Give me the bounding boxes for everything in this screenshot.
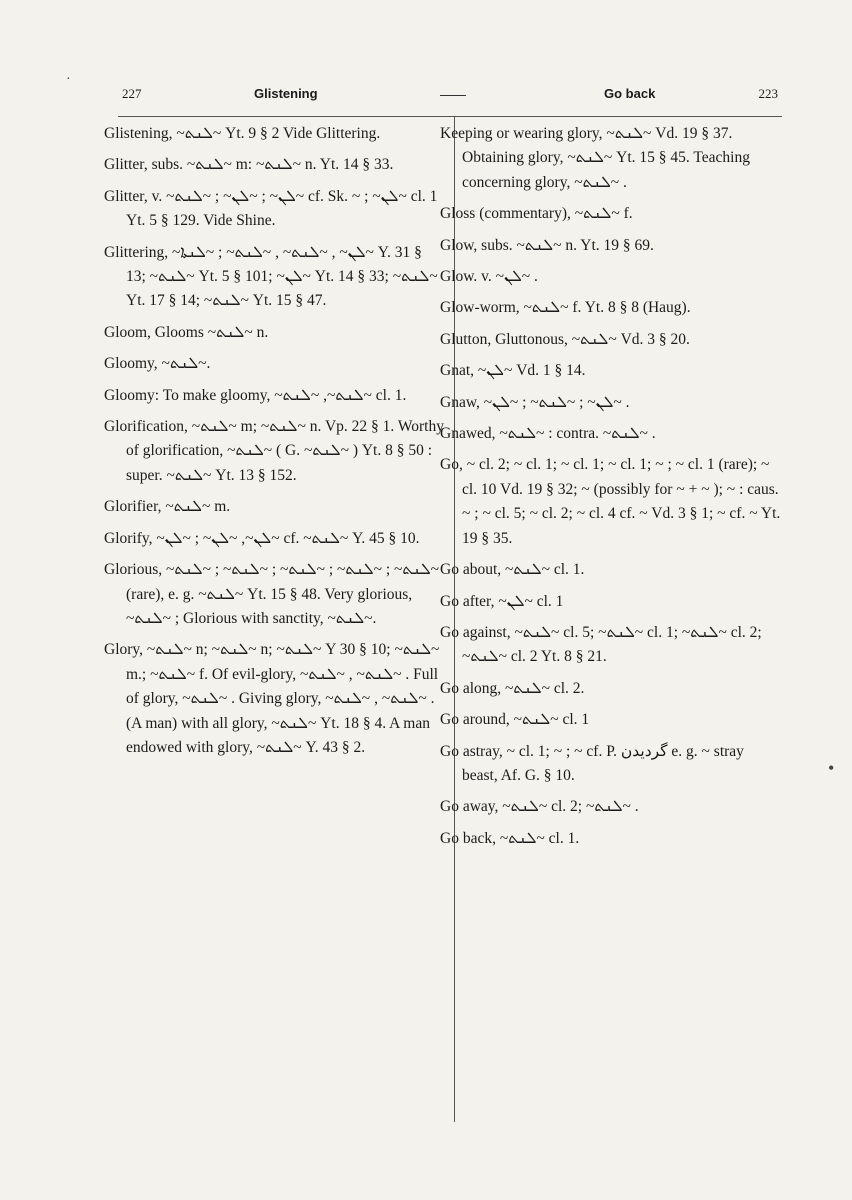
entry-gloomy-make: Gloomy: To make gloomy, ~ܠܢܬ~, ~ܠܢܬ~ cl. 1. [104,386,407,404]
entry-go-around: Go around, ~ܠܢܬ~ cl. 1 [440,711,590,729]
entry-glow-subs: Glow, subs. ~ܠܢܬ~ n. Yt. 19 § 69. [440,236,654,254]
entry-go-after: Go after, ~ܠܢ~ cl. 1 [440,592,564,610]
page-speck-mark: · [66,72,71,87]
left-column [104,122,444,767]
entry-go: Go, ~ cl. 2; ~ cl. 1; ~ cl. 1; ~ cl. 1; ~ ; ~ cl. 1 (rare); ~ cl. 10 Vd. 19 § 32; ~ (possibly for ~ + ~ ); ~ : caus. ~ ; ~ cl. 5; ~ cl. 2; ~ cl. 4 cf. ~ Vd. 3 § 1; ~ cf. ~ Yt. 19 § 35. [440,456,781,547]
right-column [440,122,782,858]
entry-go-astray: Go astray, ~ cl. 1; ~ ; ~ cf. P. گردیدن e. g. ~ stray beast, Af. G. § 10. [440,742,744,784]
entry-glittering: Glittering, ~ܠܢ~ , ~ܠܢܬ~ , ~ܠܢܬ~ ; ~ܠܢܬܐ~ Y. 31 § 13; ~ܠܢܬ~ Yt. 5 § 101; ~ܠܢ~ Yt. 14 § 33; ~ܠܢܬ~ Yt. 17 § 14; ~ܠܢܬ~ Yt. 15 § 47. [104,243,438,310]
entry-go-away: Go away, ~ܠܢܬ~ cl. 2; ~ܠܢܬ~ . [440,798,639,816]
entry-go-about: Go about, ~ܠܢܬ~ cl. 1. [440,561,585,579]
entry-glistening: Glistening, ~ܠܢܬ~ Yt. 9 § 2 Vide Glittering. [104,125,381,142]
entry-glow-worm: Glow-worm, ~ܠܢܬ~ f. Yt. 8 § 8 (Haug). [440,299,691,317]
entry-glorify: Glorify, ~ܠܢ~, ~ܠܢ~ ; ~ܠܢ~ cf. ~ܠܢܬ~ Y. 45 § 10. [104,529,420,547]
right-headword: Go back [604,86,656,101]
entry-gnawed: Gnawed, ~ܠܢܬ~ : contra. ~ܠܢܬ~ . [440,425,656,443]
right-page-number: 223 [758,86,778,101]
entry-glorification: Glorification, ~ܠܢܬ~ m; ~ܠܢܬ~ n. Vp. 22 § 1. Worthy of glorification, ~ܠܢܬ~ ( G. ~ܠܢܬ~ ) Yt. 8 § 50 : super. ~ܠܢܬ~ Yt. 13 § 152. [104,418,444,484]
header-dash [440,95,466,96]
entry-glorifier: Glorifier, ~ܠܢܬ~ m. [104,498,231,516]
entry-gnat: Gnat, ~ܠܢ~ Vd. 1 § 14. [440,362,586,380]
entry-gloom: Gloom, Glooms ~ܠܢܬ~ n. [104,323,269,341]
entry-go-against: Go against, ~ܠܢܬ~ cl. 5; ~ܠܢܬ~ cl. 1; ~ܠܢܬ~ cl. 2; ~ܠܢܬ~ cl. 2 Yt. 8 § 21. [440,623,762,666]
entry-glory-cont: Keeping or wearing glory, ~ܠܢܬ~ Vd. 19 § 37. Obtaining glory, ~ܠܢܬ~ Yt. 15 § 45. Teaching concerning glory, ~ܠܢܬ~ . [440,125,750,191]
entry-glow-verb: Glow. v. ~ܠܢ~ . [440,268,538,286]
entry-glutton: Glutton, Gluttonous, ~ܠܢܬ~ Vd. 3 § 20. [440,330,690,348]
entry-glorious: Glorious, ~ܠܢܬ~ ; ~ܠܢܬ~ ; ~ܠܢܬ~ ; ~ܠܢܬ~ ; ~ܠܢܬ~ (rare), e. g. ~ܠܢܬ~ Yt. 15 § 48. Very glorious, ~ܠܢܬ~ ; Glorious with sanctity, ~ܠܢܬ~. [104,561,439,627]
entry-glory: Glory, ~ܠܢܬ~ n; ~ܠܢܬ~ n; ~ܠܢܬ~ Y 30 § 10; ~ܠܢܬ~ m.; ~ܠܢܬ~ f. Of evil-glory, ~ܠܢܬ~ , ~ܠܢܬ~ . Full of glory, ~ܠܢܬ~ . Giving glory, ~ܠܢܬ~ , ~ܠܢܬ~ . (A man) with all glory, ~ܠܢܬ~ Yt. 18 § 4. A man endowed with glory, ~ܠܢܬ~ Y. 43 § 2. [104,641,440,756]
entry-glitter-subs: Glitter, subs. ~ܠܢܬ~ m: ~ܠܢܬ~ n. Yt. 14 § 33. [104,156,394,174]
entry-go-back: Go back, ~ܠܢܬ~ cl. 1. [440,829,580,847]
entry-gloss: Gloss (commentary), ~ܠܢܬ~ f. [440,205,633,223]
left-page-number: 227 [122,86,142,101]
entry-glitter-verb: Glitter, v. ~ܠܢ~ ; ~ܠܢ~ ; ~ܠܢܬ~ cf. Sk. ~ ; ~ܠܢ~ cl. 1 Yt. 5 § 129. Vide Shine. [104,187,438,230]
running-header [118,86,778,110]
header-rule [118,116,782,117]
left-headword: Glistening [254,86,318,101]
entry-gloomy: Gloomy, ~ܠܢܬ~. [104,355,211,373]
page-speck-mark: • [828,758,835,778]
entry-gnaw: Gnaw, ~ܠܢ~ ; ~ܠܢܬ~ ; ~ܠܢ~ . [440,393,630,411]
entry-go-along: Go along, ~ܠܢܬ~ cl. 2. [440,679,585,697]
